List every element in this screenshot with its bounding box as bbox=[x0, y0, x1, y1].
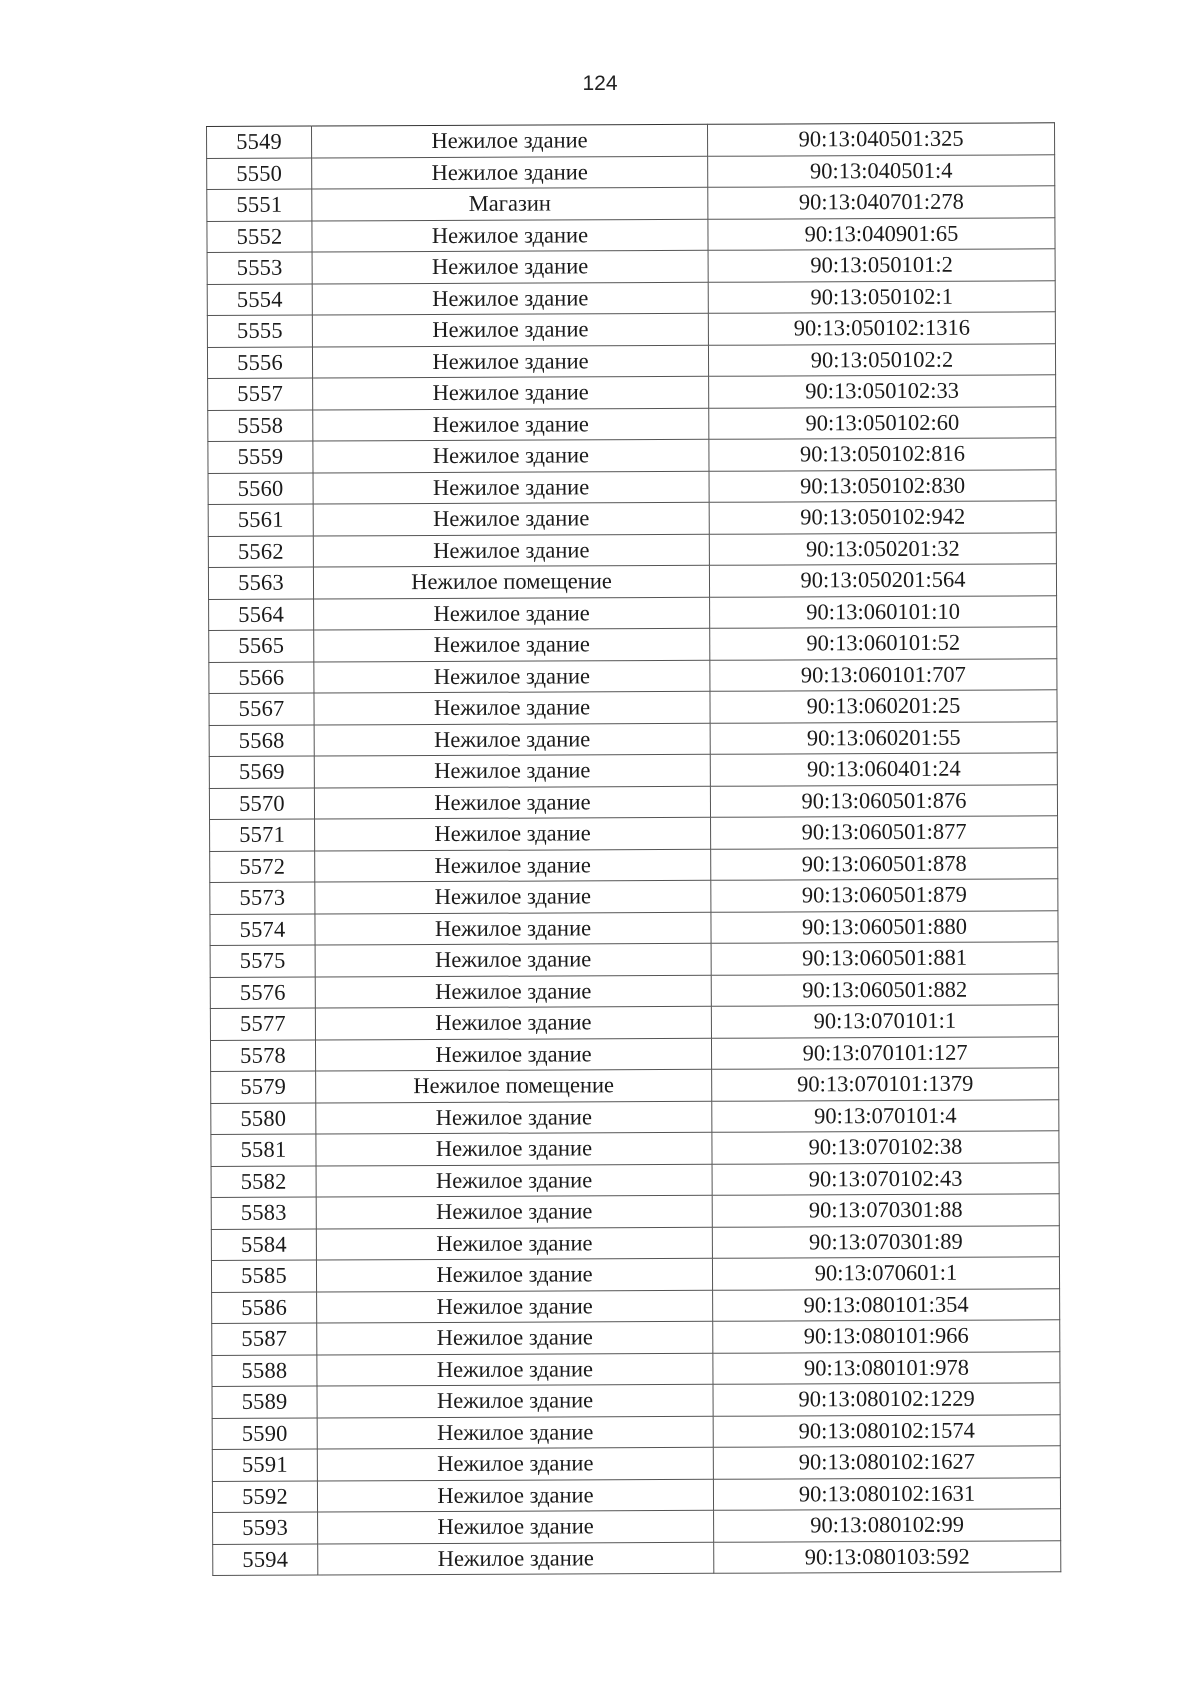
row-number-cell: 5590 bbox=[212, 1418, 317, 1450]
row-number-cell: 5585 bbox=[211, 1260, 316, 1292]
object-type-cell: Нежилое здание bbox=[315, 817, 711, 850]
row-number-cell: 5562 bbox=[208, 536, 313, 568]
row-number-cell: 5592 bbox=[212, 1481, 317, 1513]
table-row bbox=[211, 1131, 1059, 1166]
table-row bbox=[207, 249, 1055, 284]
cadastral-number-cell: 90:13:070101:1 bbox=[711, 1005, 1058, 1038]
row-number-cell: 5567 bbox=[209, 693, 314, 725]
cadastral-number-cell: 90:13:070301:89 bbox=[712, 1225, 1059, 1258]
row-number-cell: 5591 bbox=[212, 1449, 317, 1481]
object-type-cell: Нежилое здание bbox=[312, 124, 708, 157]
object-type-cell: Нежилое здание bbox=[313, 408, 709, 441]
cadastral-number-cell: 90:13:040501:4 bbox=[708, 154, 1055, 187]
row-number-cell: 5577 bbox=[210, 1008, 315, 1040]
table-row bbox=[208, 469, 1056, 504]
table-row bbox=[209, 753, 1057, 788]
table-row bbox=[207, 312, 1055, 347]
cadastral-number-cell: 90:13:050101:2 bbox=[708, 249, 1055, 282]
cadastral-number-cell: 90:13:060501:880 bbox=[711, 910, 1058, 943]
row-number-cell: 5581 bbox=[211, 1134, 316, 1166]
object-type-cell: Нежилое здание bbox=[317, 1290, 713, 1323]
table-row bbox=[212, 1320, 1060, 1355]
object-type-cell: Нежилое здание bbox=[314, 597, 710, 630]
object-type-cell: Нежилое здание bbox=[314, 691, 710, 724]
cadastral-number-cell: 90:13:060501:878 bbox=[711, 847, 1058, 880]
table-row bbox=[208, 375, 1056, 410]
row-number-cell: 5575 bbox=[210, 945, 315, 977]
row-number-cell: 5588 bbox=[212, 1355, 317, 1387]
object-type-cell: Нежилое здание bbox=[314, 660, 710, 693]
object-type-cell: Нежилое здание bbox=[317, 1321, 713, 1354]
cadastral-number-cell: 90:13:050102:33 bbox=[709, 375, 1056, 408]
object-type-cell: Нежилое здание bbox=[313, 439, 709, 472]
row-number-cell: 5587 bbox=[212, 1323, 317, 1355]
table-row bbox=[210, 973, 1058, 1008]
cadastral-number-cell: 90:13:070102:43 bbox=[712, 1162, 1059, 1195]
object-type-cell: Нежилое здание bbox=[314, 754, 710, 787]
table-row bbox=[207, 280, 1055, 315]
table-row bbox=[208, 406, 1056, 441]
table-row bbox=[210, 1036, 1058, 1071]
row-number-cell: 5586 bbox=[212, 1292, 317, 1324]
table-row bbox=[210, 942, 1058, 977]
row-number-cell: 5553 bbox=[207, 252, 312, 284]
object-type-cell: Нежилое здание bbox=[315, 1038, 711, 1071]
table-row bbox=[208, 532, 1056, 567]
row-number-cell: 5579 bbox=[211, 1071, 316, 1103]
table-row bbox=[207, 123, 1055, 158]
object-type-cell: Нежилое здание bbox=[314, 723, 710, 756]
table-row bbox=[210, 847, 1058, 882]
cadastral-number-cell: 90:13:050102:942 bbox=[709, 501, 1056, 534]
row-number-cell: 5550 bbox=[207, 158, 312, 190]
object-type-cell: Нежилое здание bbox=[316, 1258, 712, 1291]
row-number-cell: 5572 bbox=[210, 851, 315, 883]
row-number-cell: 5578 bbox=[210, 1040, 315, 1072]
row-number-cell: 5558 bbox=[208, 410, 313, 442]
table-row bbox=[210, 910, 1058, 945]
table-row bbox=[209, 690, 1057, 725]
object-type-cell: Нежилое здание bbox=[312, 219, 708, 252]
row-number-cell: 5593 bbox=[213, 1512, 318, 1544]
row-number-cell: 5557 bbox=[208, 378, 313, 410]
cadastral-number-cell: 90:13:060201:25 bbox=[710, 690, 1057, 723]
table-row bbox=[210, 879, 1058, 914]
row-number-cell: 5551 bbox=[207, 189, 312, 221]
cadastral-number-cell: 90:13:080102:1627 bbox=[713, 1446, 1060, 1479]
object-type-cell: Нежилое здание bbox=[313, 376, 709, 409]
table-row bbox=[213, 1540, 1061, 1575]
cadastral-number-cell: 90:13:080102:1229 bbox=[713, 1383, 1060, 1416]
row-number-cell: 5574 bbox=[210, 914, 315, 946]
row-number-cell: 5569 bbox=[209, 756, 314, 788]
row-number-cell: 5552 bbox=[207, 221, 312, 253]
table-row bbox=[212, 1477, 1060, 1512]
cadastral-number-cell: 90:13:060101:707 bbox=[710, 658, 1057, 691]
row-number-cell: 5565 bbox=[209, 630, 314, 662]
cadastral-number-cell: 90:13:060101:10 bbox=[710, 595, 1057, 628]
row-number-cell: 5563 bbox=[208, 567, 313, 599]
registry-table bbox=[206, 122, 1061, 1576]
cadastral-number-cell: 90:13:050102:1 bbox=[708, 280, 1055, 313]
table-row bbox=[209, 721, 1057, 756]
object-type-cell: Нежилое здание bbox=[314, 786, 710, 819]
cadastral-number-cell: 90:13:070101:127 bbox=[711, 1036, 1058, 1069]
object-type-cell: Нежилое здание bbox=[315, 912, 711, 945]
cadastral-number-cell: 90:13:080103:592 bbox=[714, 1540, 1061, 1573]
object-type-cell: Нежилое здание bbox=[315, 849, 711, 882]
object-type-cell: Нежилое здание bbox=[316, 1164, 712, 1197]
object-type-cell: Нежилое здание bbox=[318, 1510, 714, 1543]
table-row bbox=[208, 501, 1056, 536]
row-number-cell: 5554 bbox=[207, 284, 312, 316]
object-type-cell: Нежилое здание bbox=[316, 1101, 712, 1134]
cadastral-number-cell: 90:13:050102:816 bbox=[709, 438, 1056, 471]
table-row bbox=[212, 1288, 1060, 1323]
row-number-cell: 5555 bbox=[207, 315, 312, 347]
object-type-cell: Нежилое здание bbox=[314, 628, 710, 661]
cadastral-number-cell: 90:13:050201:32 bbox=[709, 532, 1056, 565]
object-type-cell: Нежилое помещение bbox=[313, 565, 709, 598]
cadastral-number-cell: 90:13:080101:978 bbox=[713, 1351, 1060, 1384]
object-type-cell: Нежилое здание bbox=[315, 1006, 711, 1039]
object-type-cell: Нежилое здание bbox=[317, 1384, 713, 1417]
cadastral-number-cell: 90:13:060101:52 bbox=[710, 627, 1057, 660]
object-type-cell: Нежилое здание bbox=[313, 534, 709, 567]
object-type-cell: Нежилое здание bbox=[315, 975, 711, 1008]
row-number-cell: 5583 bbox=[211, 1197, 316, 1229]
object-type-cell: Нежилое здание bbox=[312, 345, 708, 378]
table-row bbox=[211, 1068, 1059, 1103]
object-type-cell: Нежилое здание bbox=[316, 1227, 712, 1260]
cadastral-number-cell: 90:13:080102:1574 bbox=[713, 1414, 1060, 1447]
cadastral-number-cell: 90:13:060501:882 bbox=[711, 973, 1058, 1006]
object-type-cell: Магазин bbox=[312, 187, 708, 220]
table-row bbox=[211, 1162, 1059, 1197]
row-number-cell: 5564 bbox=[209, 599, 314, 631]
row-number-cell: 5589 bbox=[212, 1386, 317, 1418]
object-type-cell: Нежилое здание bbox=[317, 1447, 713, 1480]
row-number-cell: 5576 bbox=[210, 977, 315, 1009]
row-number-cell: 5556 bbox=[207, 347, 312, 379]
table-row bbox=[211, 1257, 1059, 1292]
table-row bbox=[209, 627, 1057, 662]
table-row bbox=[213, 1509, 1061, 1544]
table-row bbox=[208, 564, 1056, 599]
cadastral-number-cell: 90:13:070101:4 bbox=[712, 1099, 1059, 1132]
row-number-cell: 5568 bbox=[209, 725, 314, 757]
cadastral-number-cell: 90:13:070102:38 bbox=[712, 1131, 1059, 1164]
table-row bbox=[211, 1099, 1059, 1134]
row-number-cell: 5594 bbox=[213, 1544, 318, 1576]
table-row bbox=[210, 816, 1058, 851]
cadastral-number-cell: 90:13:080102:99 bbox=[714, 1509, 1061, 1542]
table-row bbox=[211, 1225, 1059, 1260]
row-number-cell: 5566 bbox=[209, 662, 314, 694]
object-type-cell: Нежилое здание bbox=[316, 1132, 712, 1165]
object-type-cell: Нежилое здание bbox=[312, 156, 708, 189]
object-type-cell: Нежилое помещение bbox=[316, 1069, 712, 1102]
cadastral-number-cell: 90:13:070301:88 bbox=[712, 1194, 1059, 1227]
table-row bbox=[212, 1446, 1060, 1481]
cadastral-number-cell: 90:13:080102:1631 bbox=[713, 1477, 1060, 1510]
table-row bbox=[207, 217, 1055, 252]
table-row bbox=[208, 438, 1056, 473]
object-type-cell: Нежилое здание bbox=[312, 282, 708, 315]
cadastral-number-cell: 90:13:060501:881 bbox=[711, 942, 1058, 975]
cadastral-number-cell: 90:13:060501:876 bbox=[710, 784, 1057, 817]
cadastral-number-cell: 90:13:040501:325 bbox=[707, 123, 1054, 156]
object-type-cell: Нежилое здание bbox=[316, 1195, 712, 1228]
table-row bbox=[212, 1383, 1060, 1418]
table-row bbox=[209, 658, 1057, 693]
cadastral-number-cell: 90:13:060401:24 bbox=[710, 753, 1057, 786]
row-number-cell: 5573 bbox=[210, 882, 315, 914]
cadastral-number-cell: 90:13:050102:60 bbox=[709, 406, 1056, 439]
table-row bbox=[209, 595, 1057, 630]
cadastral-number-cell: 90:13:050102:2 bbox=[708, 343, 1055, 376]
object-type-cell: Нежилое здание bbox=[317, 1479, 713, 1512]
row-number-cell: 5549 bbox=[207, 126, 312, 158]
object-type-cell: Нежилое здание bbox=[315, 880, 711, 913]
object-type-cell: Нежилое здание bbox=[318, 1542, 714, 1575]
row-number-cell: 5560 bbox=[208, 473, 313, 505]
object-type-cell: Нежилое здание bbox=[317, 1416, 713, 1449]
cadastral-number-cell: 90:13:040701:278 bbox=[708, 186, 1055, 219]
row-number-cell: 5559 bbox=[208, 441, 313, 473]
table-row bbox=[209, 784, 1057, 819]
table-row bbox=[207, 343, 1055, 378]
cadastral-number-cell: 90:13:070101:1379 bbox=[712, 1068, 1059, 1101]
row-number-cell: 5570 bbox=[209, 788, 314, 820]
row-number-cell: 5571 bbox=[210, 819, 315, 851]
cadastral-number-cell: 90:13:050102:830 bbox=[709, 469, 1056, 502]
object-type-cell: Нежилое здание bbox=[312, 250, 708, 283]
table-row bbox=[212, 1414, 1060, 1449]
cadastral-number-cell: 90:13:080101:354 bbox=[713, 1288, 1060, 1321]
page-number: 124 bbox=[582, 72, 618, 95]
row-number-cell: 5582 bbox=[211, 1166, 316, 1198]
object-type-cell: Нежилое здание bbox=[313, 502, 709, 535]
row-number-cell: 5580 bbox=[211, 1103, 316, 1135]
table-row bbox=[211, 1194, 1059, 1229]
table-row bbox=[207, 154, 1055, 189]
cadastral-number-cell: 90:13:060501:877 bbox=[711, 816, 1058, 849]
object-type-cell: Нежилое здание bbox=[313, 471, 709, 504]
cadastral-number-cell: 90:13:070601:1 bbox=[712, 1257, 1059, 1290]
row-number-cell: 5561 bbox=[208, 504, 313, 536]
registry-table-body bbox=[207, 123, 1061, 1576]
table-row bbox=[210, 1005, 1058, 1040]
cadastral-number-cell: 90:13:060201:55 bbox=[710, 721, 1057, 754]
object-type-cell: Нежилое здание bbox=[315, 943, 711, 976]
cadastral-number-cell: 90:13:040901:65 bbox=[708, 217, 1055, 250]
table-row bbox=[212, 1351, 1060, 1386]
cadastral-number-cell: 90:13:050102:1316 bbox=[708, 312, 1055, 345]
cadastral-number-cell: 90:13:050201:564 bbox=[709, 564, 1056, 597]
table-row bbox=[207, 186, 1055, 221]
cadastral-number-cell: 90:13:080101:966 bbox=[713, 1320, 1060, 1353]
row-number-cell: 5584 bbox=[211, 1229, 316, 1261]
cadastral-number-cell: 90:13:060501:879 bbox=[711, 879, 1058, 912]
object-type-cell: Нежилое здание bbox=[312, 313, 708, 346]
object-type-cell: Нежилое здание bbox=[317, 1353, 713, 1386]
